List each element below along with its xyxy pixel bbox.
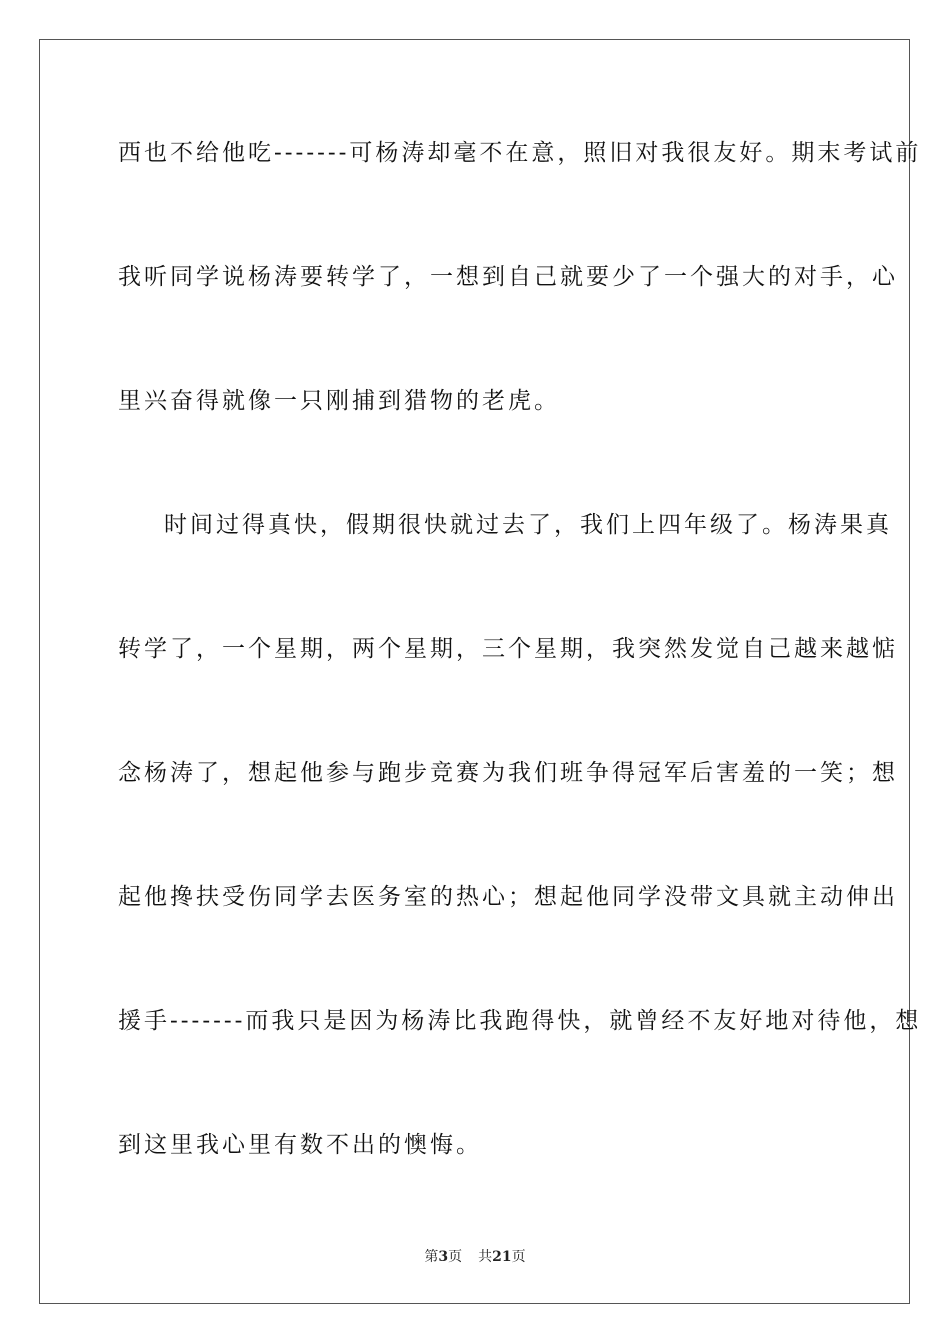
document-body [118,120,922,1236]
page-footer [0,1247,950,1267]
text-line: 西也不给他吃-------可杨涛却毫不在意，照旧对我很友好。期末考试前 [118,140,922,166]
text-line: 念杨涛了，想起他参与跑步竞赛为我们班争得冠军后害羞的一笑；想 [118,760,898,786]
text-line: 到这里我心里有数不出的懊悔。 [118,1132,482,1158]
page-suffix: 页 [448,1249,463,1265]
total-suffix: 页 [511,1249,526,1265]
text-line: 援手-------而我只是因为杨涛比我跑得快，就曾经不友好地对待他，想 [118,1008,922,1034]
text-line: 我听同学说杨涛要转学了，一想到自己就要少了一个强大的对手，心 [118,264,898,290]
total-pages: 21 [492,1249,512,1265]
text-line: 转学了，一个星期，两个星期，三个星期，我突然发觉自己越来越惦 [118,636,898,662]
page-number: 3 [438,1249,449,1265]
total-prefix: 共 [478,1249,493,1265]
page-prefix: 第 [424,1249,439,1265]
text-line: 起他搀扶受伤同学去医务室的热心；想起他同学没带文具就主动伸出 [118,884,898,910]
text-line-paragraph-start: 时间过得真快，假期很快就过去了，我们上四年级了。杨涛果真 [164,512,892,538]
text-line: 里兴奋得就像一只刚捕到猎物的老虎。 [118,388,560,414]
